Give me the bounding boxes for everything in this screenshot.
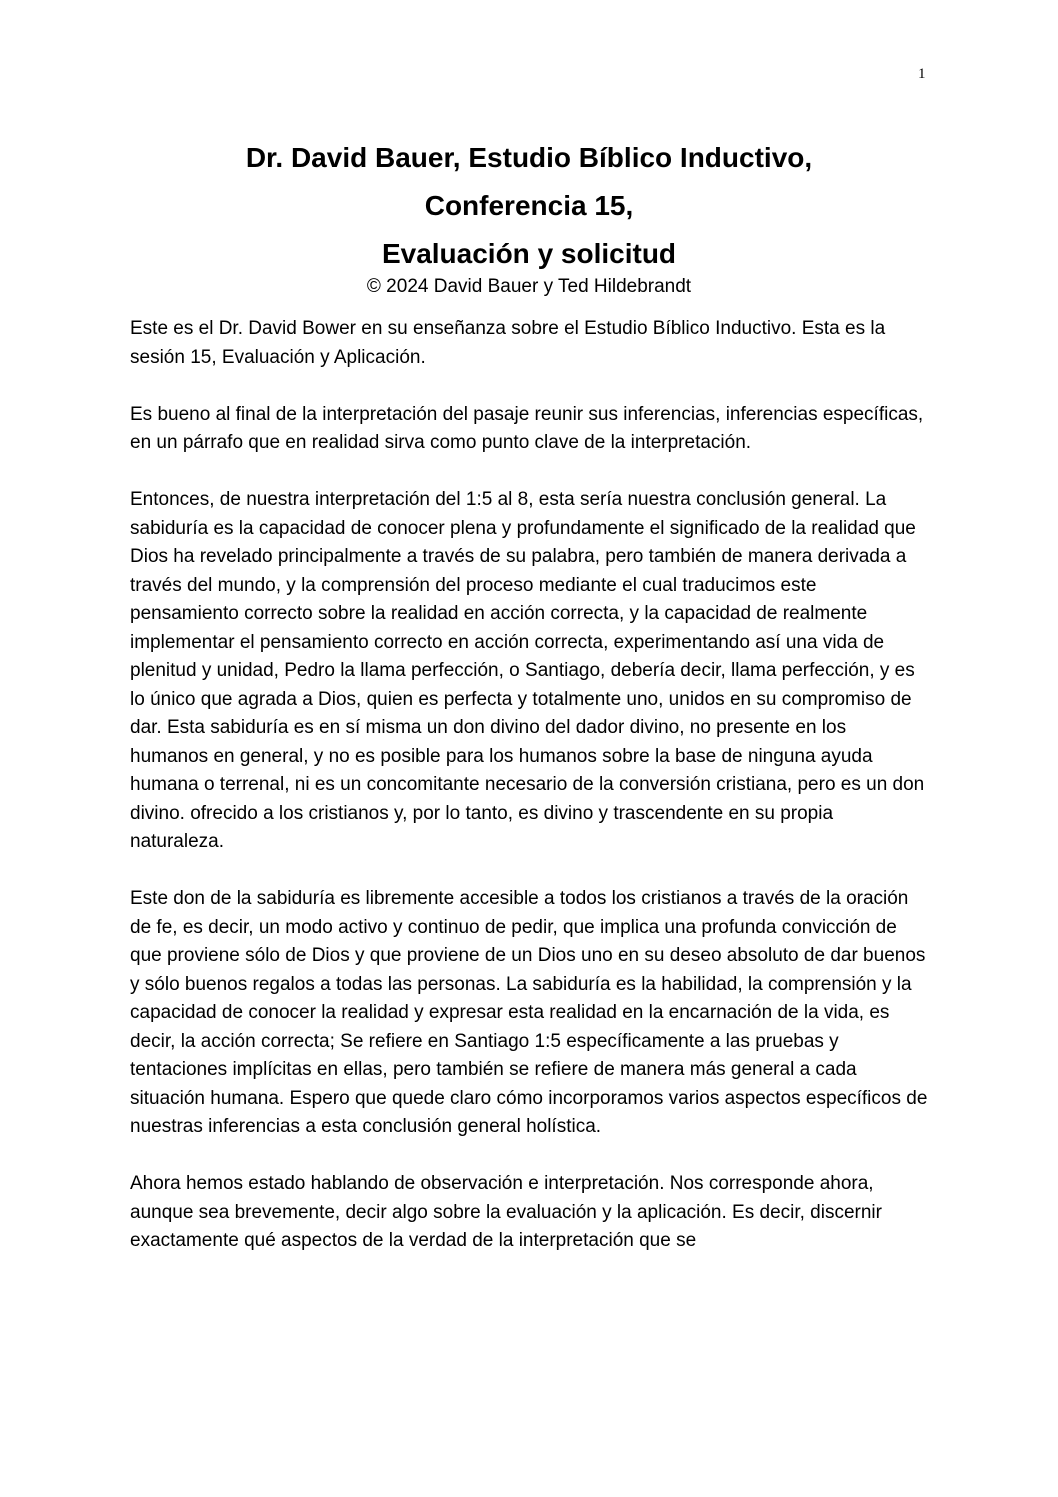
- body-text: [130, 315, 928, 1284]
- paragraph-2: Es bueno al final de la interpretación del pasaje reunir sus inferencias, inferencias específicas, en un párrafo que en realidad sirva como punto clave de la interpretación.: [130, 403, 924, 453]
- paragraph-4: Este don de la sabiduría es libremente accesible a todos los cristianos a través de la oración de fe, es decir, un modo activo y continuo de pedir, que implica una profunda convicción de que proviene sólo de Dios y que proviene de un Dios uno en su deseo absoluto de dar buenos y sólo buenos regalos a todas las personas. La sabiduría es la habilidad, la comprensión y la capacidad de conocer la realidad y expresar esta realidad en la encarnación de la vida, es decir, la acción correcta; Se refiere en Santiago 1:5 específicamente a las pruebas y tentaciones implícitas en ellas, pero también se refiere de manera más general a cada situación humana. Espero que quede claro cómo incorporamos varios aspectos específicos de nuestras inferencias a esta conclusión general holística.: [130, 888, 928, 1137]
- paragraph-3: Entonces, de nuestra interpretación del 1:5 al 8, esta sería nuestra conclusión general. La sabiduría es la capacidad de conocer plena y profundamente el significado de la realidad que Dios ha revelado principalmente a través de su palabra, pero también de manera derivada a través del mundo, y la comprensión del proceso mediante el cual traducimos este pensamiento correcto sobre la realidad en acción correcta, y la capacidad de realmente implementar el pensamiento correcto en acción correcta, experimentando así una vida de plenitud y unidad, Pedro la llama perfección, o Santiago, debería decir, llama perfección, y es lo único que agrada a Dios, quien es perfecta y totalmente uno, unidos en su compromiso de dar. Esta sabiduría es en sí misma un don divino del dador divino, no presente en los humanos en general, y no es posible para los humanos sobre la base de ninguna ayuda humana o terrenal, ni es un concomitante necesario de la conversión cristiana, pero es un don divino. ofrecido a los cristianos y, por lo tanto, es divino y trascendente en su propia naturaleza.: [130, 489, 925, 852]
- title-line-1: Dr. David Bauer, Estudio Bíblico Inductivo,: [245, 142, 813, 173]
- paragraph-5: Ahora hemos estado hablando de observación e interpretación. Nos corresponde ahora, aunque sea brevemente, decir algo sobre la evaluación y la aplicación. Es decir, discernir exactamente qué aspectos de la verdad de la interpretación que se: [130, 1173, 882, 1251]
- title-line-2: Conferencia 15,: [424, 190, 634, 221]
- title-block: [130, 134, 928, 300]
- title-line-3: Evaluación y solicitud: [381, 238, 677, 269]
- copyright-line: © 2024 David Bauer y Ted Hildebrandt: [366, 276, 692, 297]
- page-number: 1: [918, 66, 926, 82]
- paragraph-1: Este es el Dr. David Bower en su enseñanza sobre el Estudio Bíblico Inductivo. Esta es la sesión 15, Evaluación y Aplicación.: [130, 318, 886, 368]
